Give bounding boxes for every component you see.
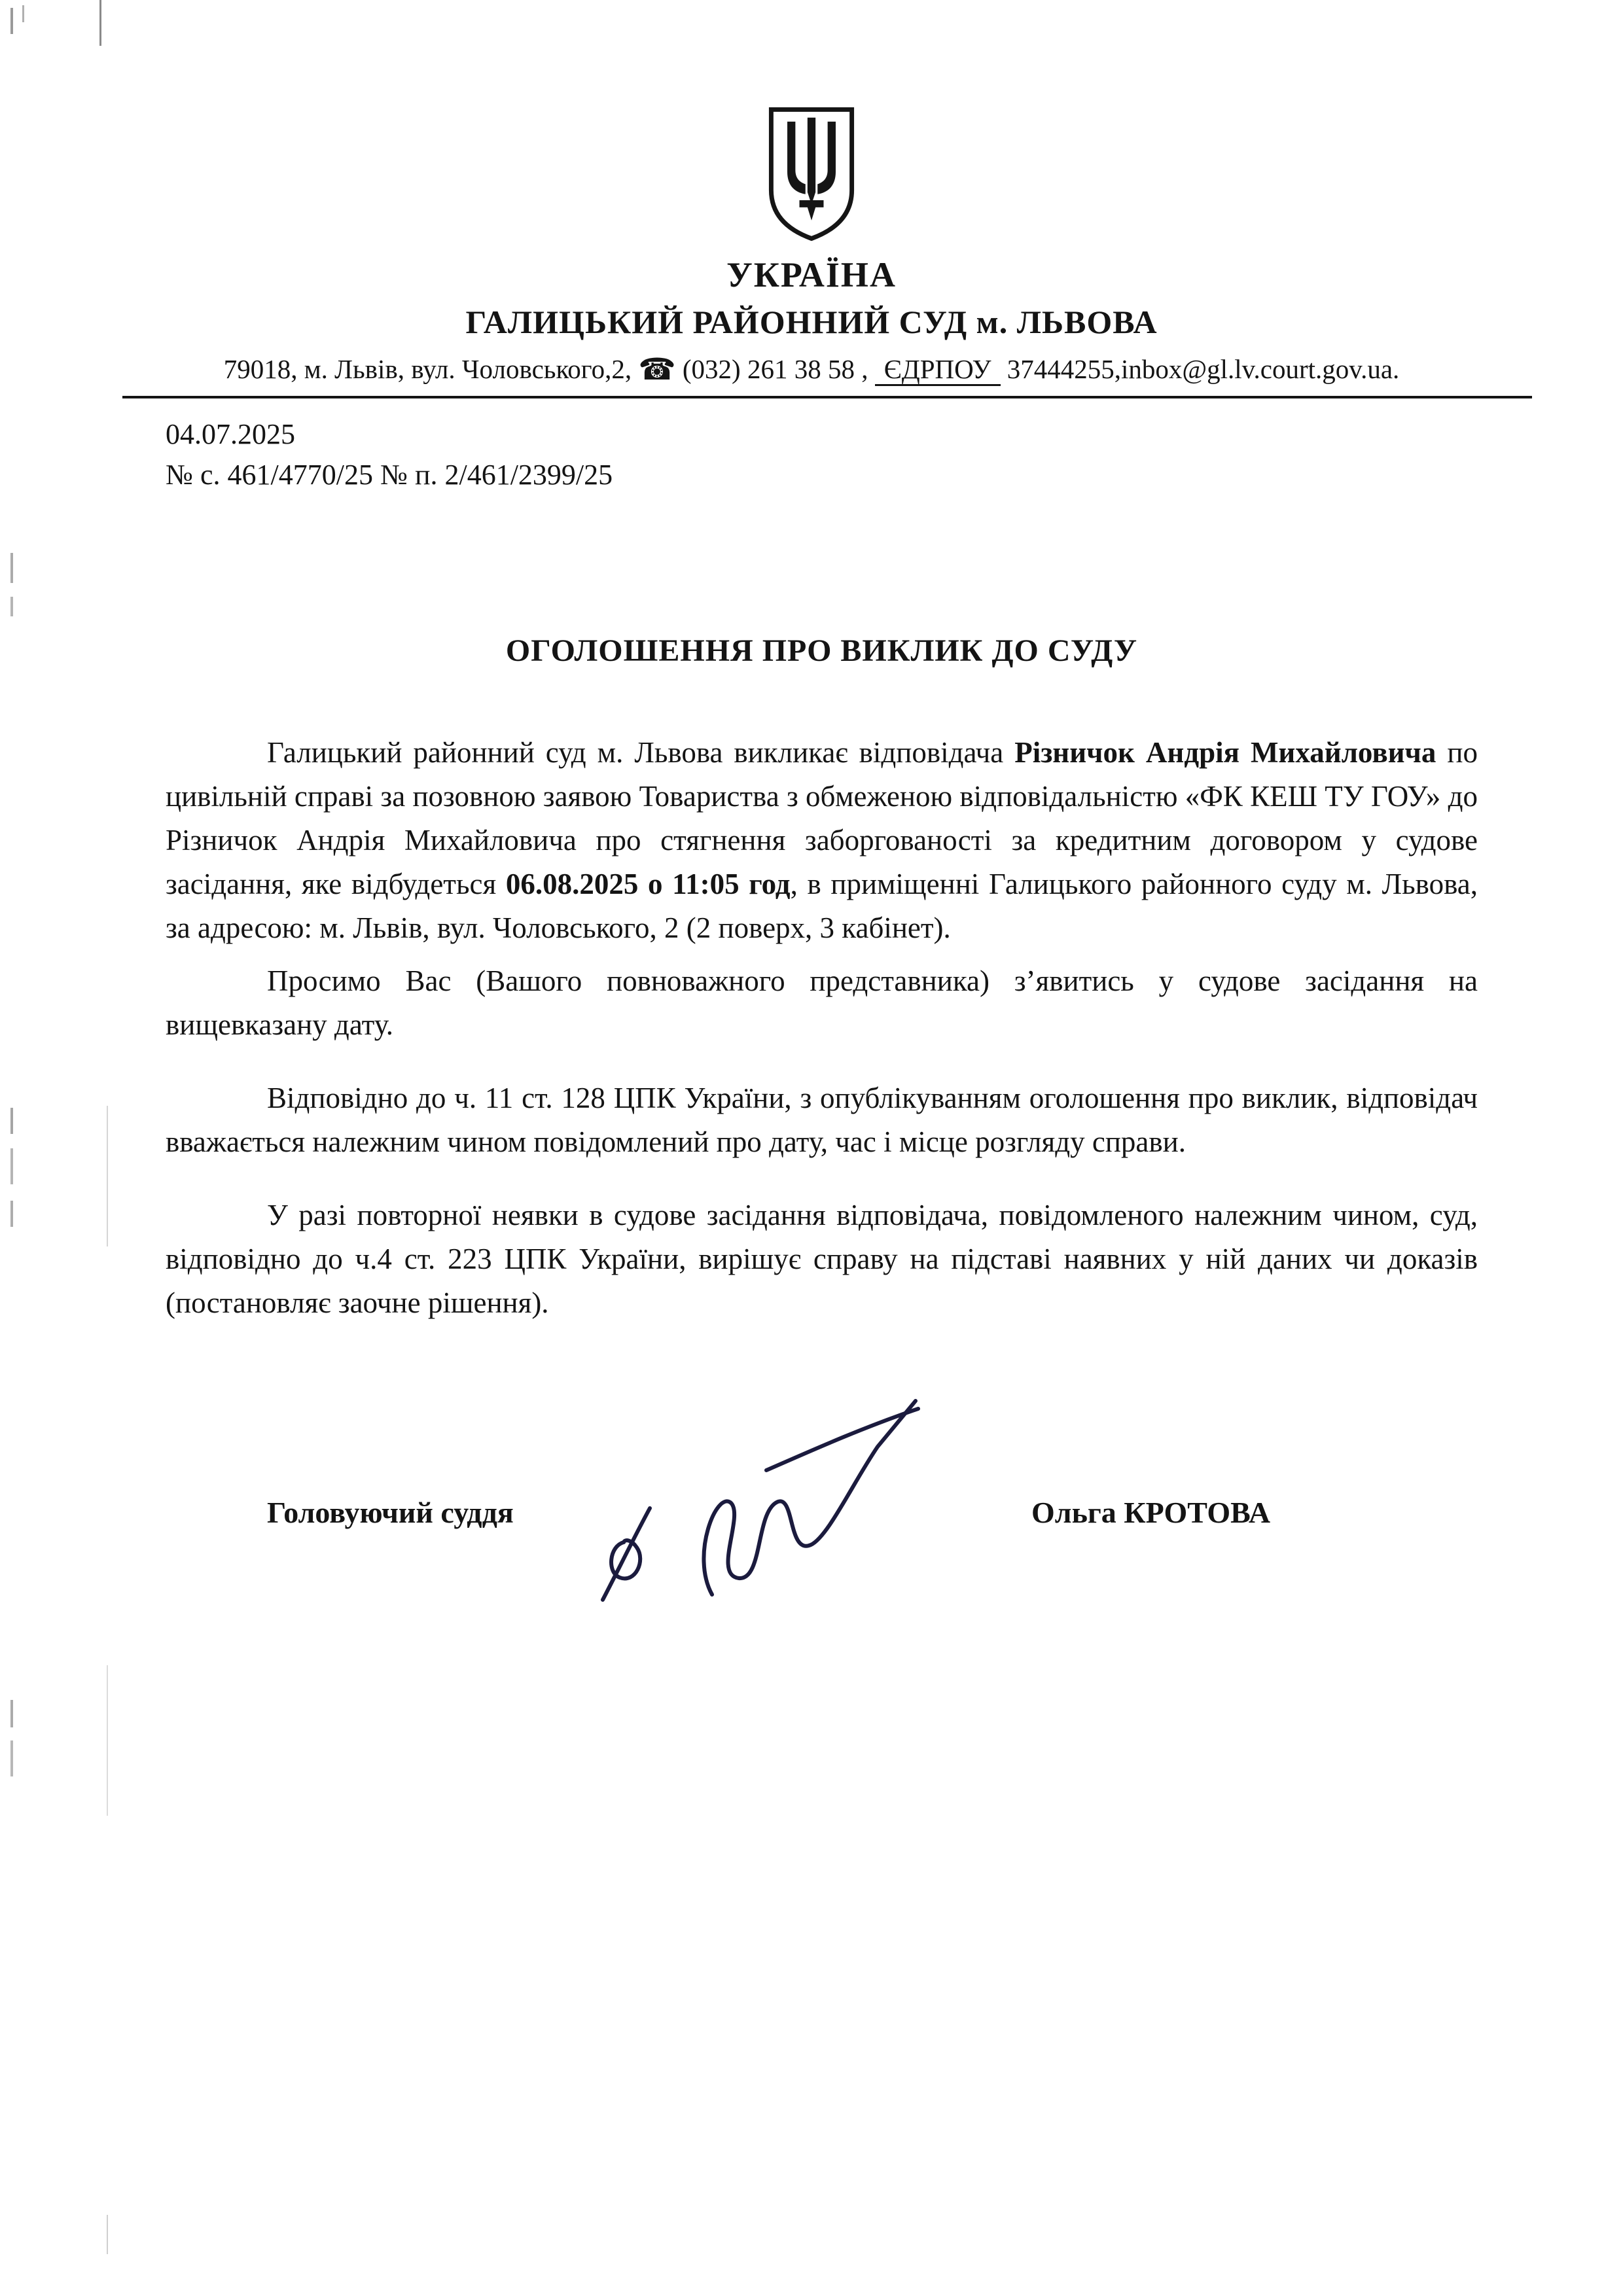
edrpou-number-and-email: 37444255,inbox@gl.lv.court.gov.ua. xyxy=(1000,354,1400,384)
scan-artifact xyxy=(99,0,101,46)
scan-artifact xyxy=(10,1108,13,1134)
scan-artifact xyxy=(107,2215,108,2254)
paragraph-request: Просимо Вас (Вашого повноважного представника) з’явитись у судове засідання на вищевказану дату. xyxy=(166,964,1478,1041)
paragraph-legal-notice-223: У разі повторної неявки в судове засідання відповідача, повідомленого належним чином, суд, відповідно до ч.4 ст. 223 ЦПК України, вирішує справу на підставі наявних у ній даних чи доказів (постановляє заочне рішення). xyxy=(166,1199,1478,1319)
scan-artifact xyxy=(10,1201,13,1227)
defendant-name-bold: Різничок Андрія Михайловича xyxy=(1014,736,1436,769)
summons-text-3: , в приміщенні Галицького районного суду м. Львова, за адресою: м. Львів, вул. Чоловського, 2 (2 поверх, 3 кабінет). xyxy=(166,868,1478,944)
scan-artifact xyxy=(107,1665,108,1816)
hearing-datetime-bold: 06.08.2025 о 11:05 год xyxy=(505,868,791,900)
case-numbers: № с. 461/4770/25 № п. 2/461/2399/25 xyxy=(166,459,613,491)
judge-role-label: Головуючий суддя xyxy=(267,1496,514,1529)
paragraph-summons xyxy=(166,731,1478,950)
document-title: ОГОЛОШЕННЯ ПРО ВИКЛИК ДО СУДУ xyxy=(505,633,1138,668)
document-body xyxy=(166,633,1478,1652)
court-address: 79018, м. Львів, вул. Чоловського,2, xyxy=(223,354,639,384)
scan-artifact xyxy=(10,1700,13,1727)
summons-text-1: Галицький районний суд м. Львова викликає відповідача xyxy=(267,736,1015,769)
judge-name: Ольга КРОТОВА xyxy=(1031,1496,1271,1529)
summons-text-2: по цивільній справі за позовною заявою Товариства з обмеженою відповідальністю «ФК КЕШ ТУ ГОУ» до Різничок Андрія Михайловича про стягнення заборгованості за кредитним договором у судове засідання, яке відбудеться xyxy=(166,736,1478,900)
scan-artifact xyxy=(10,1740,13,1776)
court-name: ГАЛИЦЬКИЙ РАЙОННИЙ СУД м. ЛЬВОВА xyxy=(465,304,1158,340)
document-meta xyxy=(166,414,1623,495)
paragraph-legal-notice-128: Відповідно до ч. 11 ст. 128 ЦПК України, з опублікуванням оголошення про виклик, відповідач вважається належним чином повідомлений про дату, час і місце розгляду справи. xyxy=(166,1082,1478,1158)
document-date: 04.07.2025 xyxy=(166,418,295,450)
scan-artifact xyxy=(22,5,24,22)
country-name: УКРАЇНА xyxy=(726,255,897,294)
signature-block xyxy=(166,1482,1478,1652)
scan-artifact xyxy=(107,1106,108,1246)
scan-artifact xyxy=(10,597,13,616)
phone-icon: ☎ xyxy=(638,353,676,386)
court-phone: (032) 261 38 58 , xyxy=(675,354,875,384)
judge-signature xyxy=(578,1390,925,1616)
scan-artifact xyxy=(10,1148,13,1184)
scan-artifact xyxy=(10,553,13,583)
edrpou-label: ЄДРПОУ xyxy=(875,354,1001,386)
letterhead-divider xyxy=(122,396,1532,398)
court-letterhead xyxy=(0,103,1623,495)
scan-artifact xyxy=(10,8,13,34)
court-contact-line xyxy=(0,351,1623,387)
ukraine-coat-of-arms-icon xyxy=(0,103,1623,248)
